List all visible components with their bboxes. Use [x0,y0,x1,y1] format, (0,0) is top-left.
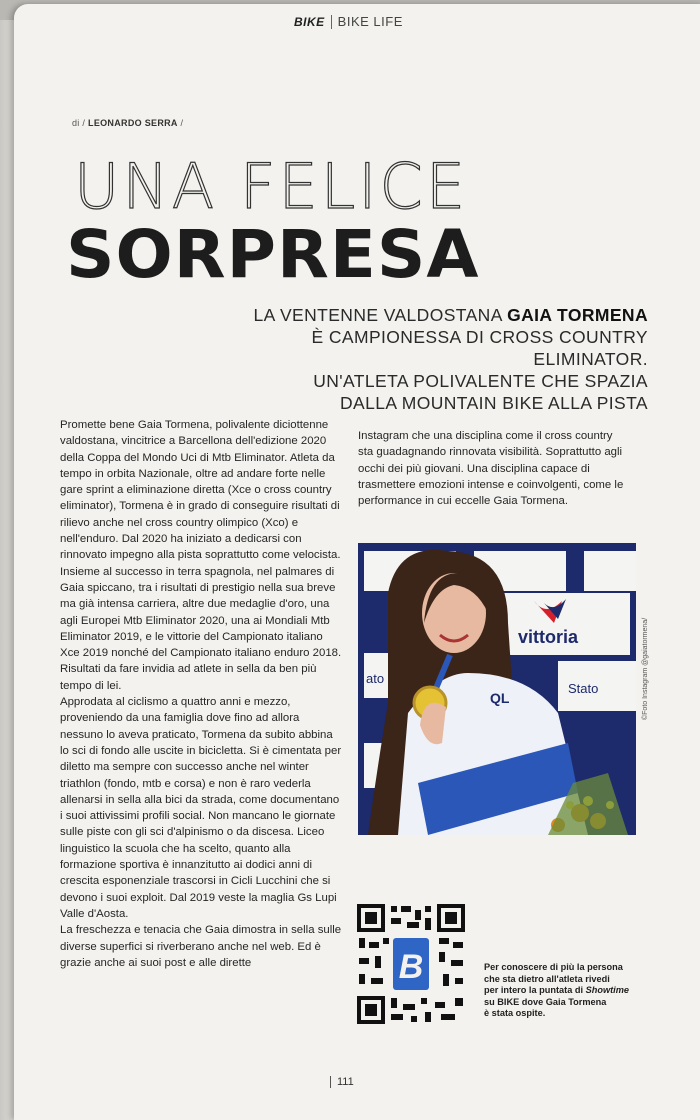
qr-code-icon[interactable] [355,902,467,1026]
qr-caption [484,962,644,1020]
qr-caption-line: su BIKE dove Gaia Tormena [484,996,607,1007]
qr-caption-line: è stata ospite. [484,1008,546,1018]
athlete-photo [358,543,636,835]
athlete-name: GAIA TORMENA [507,305,648,325]
photo-credit: ©Foto Instagram @gaiatormena/ [642,617,649,720]
podium-photo-illustration [358,543,636,835]
qr-caption-line: Per conoscere di più la persona [484,962,623,972]
byline: di / LEONARDO SERRA / [72,118,184,128]
jersey-logo: QL [490,690,510,706]
bike-b-logo: B [398,948,424,986]
byline-prefix: di [72,118,80,128]
sponsor-banner-text-right: Stato [568,681,599,696]
header-divider [331,15,332,29]
page-header [294,14,403,29]
title-line-1: UNA FELICE [74,150,469,223]
paragraph: Approdata al ciclismo a quattro anni e mezzo, proveniendo da una famiglia dove fino ad allora nessuno lo aveva praticato, Tormena da subito abbina lo sci di fondo alle uscite in bicicletta. Si è cimentata per diletto ma sempre con successo anche nel winter triathlon (fondo, mtb e corsa) e non è raro vederla allenarsi in sella alla bici da strada, come documentano i suoi attivissimi profili social. Non mancano le giornate sulle piste con gli sci d'alpinismo o da discesa. Liceo linguistico la scuola che ha scelto, quanto alla formazione sportiva è innanzitutto ai dodici anni di crescita esponenziale trascorsi in Cicli Lucchini che si devono i suoi exploit. Dal 2019 veste la maglia Gs Lupi Valle d'Aosta. [60,696,342,920]
article-column-1 [60,417,342,971]
article-subtitle [208,304,648,414]
article-column-2 [358,428,628,509]
subtitle-line-4: DALLA MOUNTAIN BIKE ALLA PISTA [340,393,648,413]
paragraph: Instagram che una disciplina come il cross country sta guadagnando rinnovata visibilità. Soprattutto agli occhi dei più giovani. Una disciplina capace di trasmettere emozioni intense e coinvolgenti, come le performance in cui eccelle Gaia Tormena. [358,430,624,508]
sponsor-banner-text: vittoria [518,627,579,647]
author-name: LEONARDO SERRA [88,118,178,128]
paragraph: Promette bene Gaia Tormena, polivalente diciottenne valdostana, vincitrice a Barcellona dell'edizione 2020 della Coppa del Mondo Uci di Mtb Eliminator. Atleta da tempo in orbita Nazionale, oltre ad andare forte nelle gare sprint a eliminazione diretta (Xce o cross country eliminator), Tormena è in grado di conseguire risultati di rilievo anche nel cross country olimpico (Xco) e nell'enduro. Dal 2020 ha iniziato a dedicarsi con rinnovato impegno alla pista soprattutto come velocista. [60,419,341,562]
subtitle-line-3: UN'ATLETA POLIVALENTE CHE SPAZIA [313,371,648,391]
paragraph: Insieme al successo in terra spagnola, nel palmares di Gaia spiccano, tra i risultati di prestigio nella sua breve ma già intensa carriera, altre due medaglie d'oro, una agli Europei Mtb Eliminator 2020, una ai Mondiali Mtb Eliminator 2019, e le vittorie del Campionato italiano Xce 2019 nonché del Campionato italiano enduro 2018. Risultati da fare invidia ad atlete in sella da ben più tempo di lei. [60,565,342,692]
qr-caption-line: per intero la puntata di [484,985,584,995]
qr-caption-line: che sta dietro all'atleta rivedi [484,973,610,984]
subtitle-line-1: LA VENTENNE VALDOSTANA [253,305,502,325]
title-line-2: SORPRESA [66,216,480,293]
show-name: Showtime [585,985,629,995]
section-label: BIKE LIFE [337,14,403,29]
subtitle-line-2: È CAMPIONESSA DI CROSS COUNTRY ELIMINATOR. [311,327,648,369]
paragraph: La freschezza e tenacia che Gaia dimostra in sella sulle diverse superfici si riverberano anche nel web. Ed è grazie anche ai suoi post e alle dirette [60,924,342,969]
brand-logo: BIKE [294,14,325,29]
page-number: 111 [330,1076,354,1088]
sponsor-banner-text-left: ato [366,671,385,686]
